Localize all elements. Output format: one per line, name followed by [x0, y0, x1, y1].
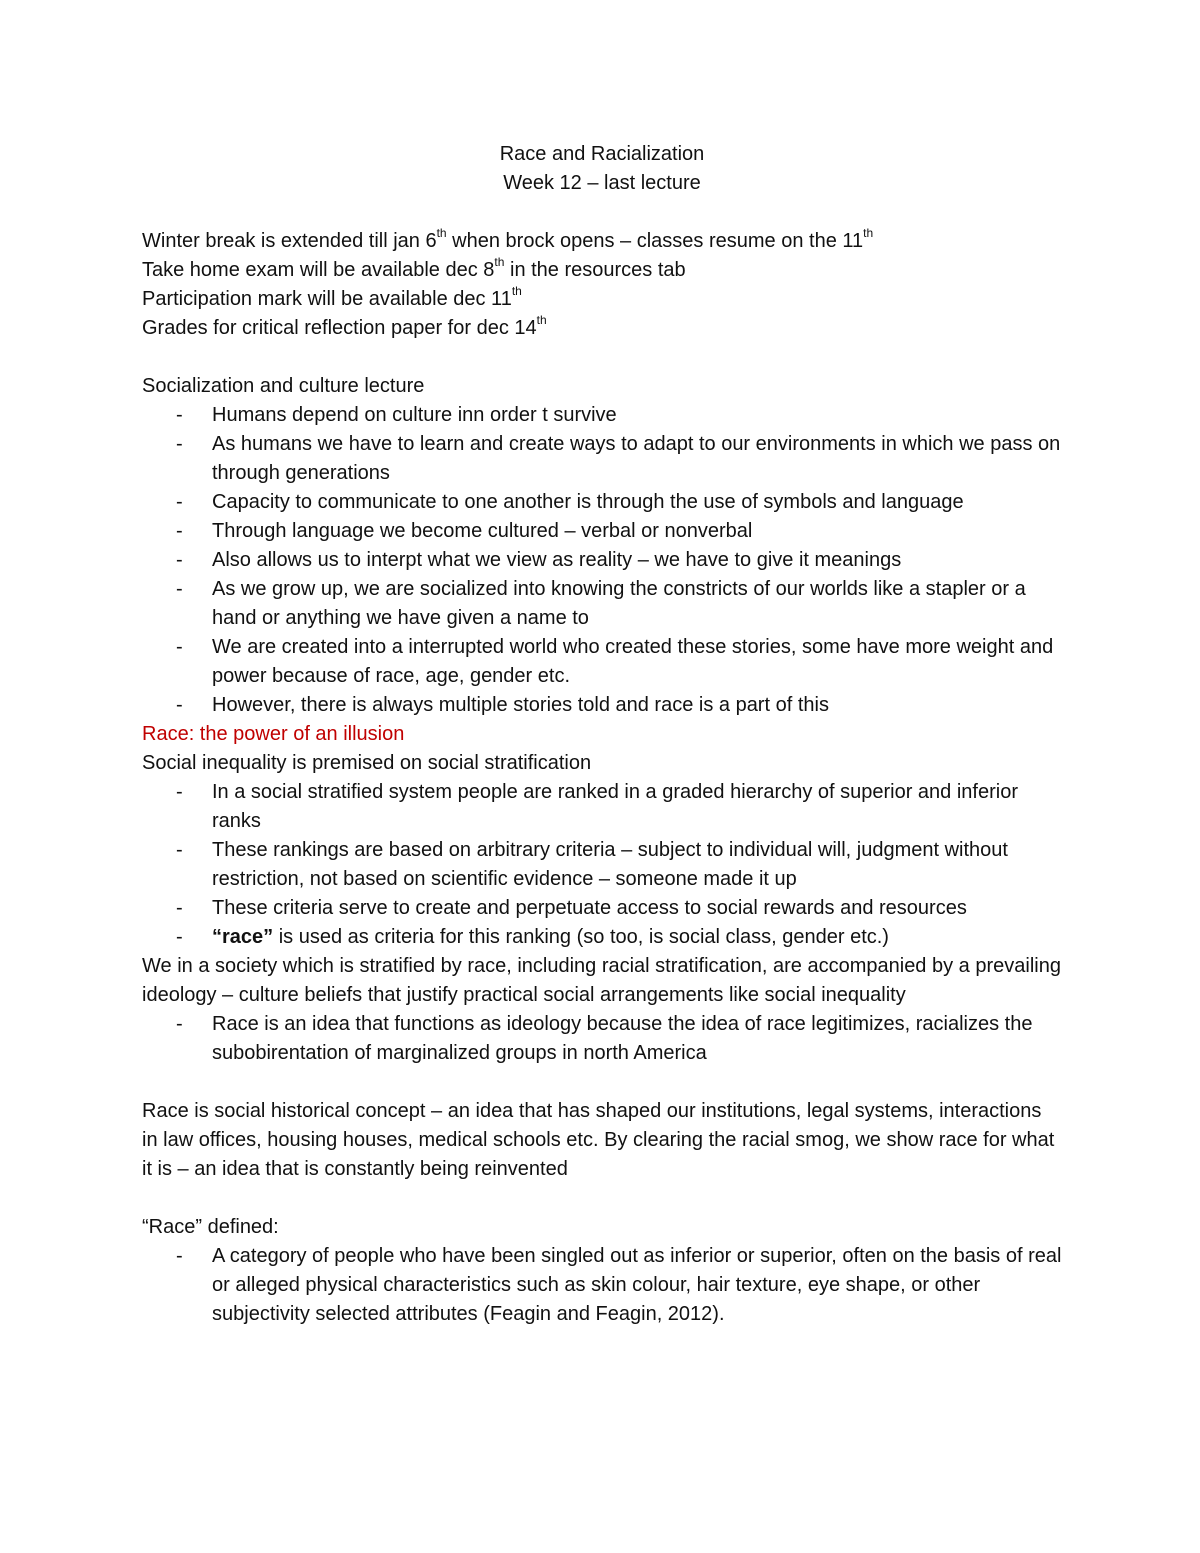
paragraph: We in a society which is stratified by race, including racial stratification, are accompanied by a prevailing ideology – culture beliefs that justify practical social arrangements like social inequality [142, 955, 1061, 1006]
list-item: - As we grow up, we are socialized into knowing the constricts of our worlds like a stapler or a hand or anything we have given a name to [176, 578, 1026, 629]
list-item: - Race is an idea that functions as ideology because the idea of race legitimizes, racializes the subobirentation of marginalized groups in north America [176, 1013, 1033, 1064]
list-item: - “race” is used as criteria for this ranking (so too, is social class, gender etc.) [176, 926, 889, 948]
list-item: - In a social stratified system people are ranked in a graded hierarchy of superior and inferior ranks [176, 781, 1018, 832]
announcement-line: Participation mark will be available dec 11th [142, 284, 522, 310]
list-item: - However, there is always multiple stories told and race is a part of this [176, 694, 829, 716]
bold-race-term: “race” [212, 926, 274, 948]
announcement-line: Winter break is extended till jan 6th when brock opens – classes resume on the 11th [142, 226, 874, 252]
section-heading: “Race” defined: [142, 1216, 279, 1238]
list-item: - As humans we have to learn and create ways to adapt to our environments in which we pass on through generations [176, 433, 1061, 484]
list-item: - Humans depend on culture inn order t survive [176, 404, 617, 426]
list-item: - A category of people who have been singled out as inferior or superior, often on the basis of real or alleged physical characteristics such as skin colour, hair texture, eye shape, or other subjectivity selected attributes (Feagin and Feagin, 2012). [176, 1245, 1062, 1325]
section-heading: Socialization and culture lecture [142, 375, 425, 397]
document-body [142, 140, 1062, 1329]
document-subtitle: Week 12 – last lecture [503, 172, 701, 194]
list-item: - These criteria serve to create and perpetuate access to social rewards and resources [176, 897, 967, 919]
announcement-line: Grades for critical reflection paper for dec 14th [142, 313, 547, 339]
section-heading: Social inequality is premised on social stratification [142, 752, 592, 774]
red-section-heading: Race: the power of an illusion [142, 723, 405, 745]
list-item: - These rankings are based on arbitrary criteria – subject to individual will, judgment without restriction, not based on scientific evidence – someone made it up [176, 839, 1008, 890]
document-title: Race and Racialization [499, 143, 705, 165]
list-item: - Capacity to communicate to one another is through the use of symbols and language [176, 491, 964, 513]
list-item: - Through language we become cultured – verbal or nonverbal [176, 520, 753, 542]
paragraph: Race is social historical concept – an idea that has shaped our institutions, legal systems, interactions in law offices, housing houses, medical schools etc. By clearing the racial smog, we show race for what it is – an idea that is constantly being reinvented [142, 1100, 1055, 1180]
list-item: - We are created into a interrupted world who created these stories, some have more weight and power because of race, age, gender etc. [176, 636, 1054, 687]
announcement-line: Take home exam will be available dec 8th in the resources tab [142, 255, 686, 281]
list-item: - Also allows us to interpt what we view as reality – we have to give it meanings [176, 549, 902, 571]
